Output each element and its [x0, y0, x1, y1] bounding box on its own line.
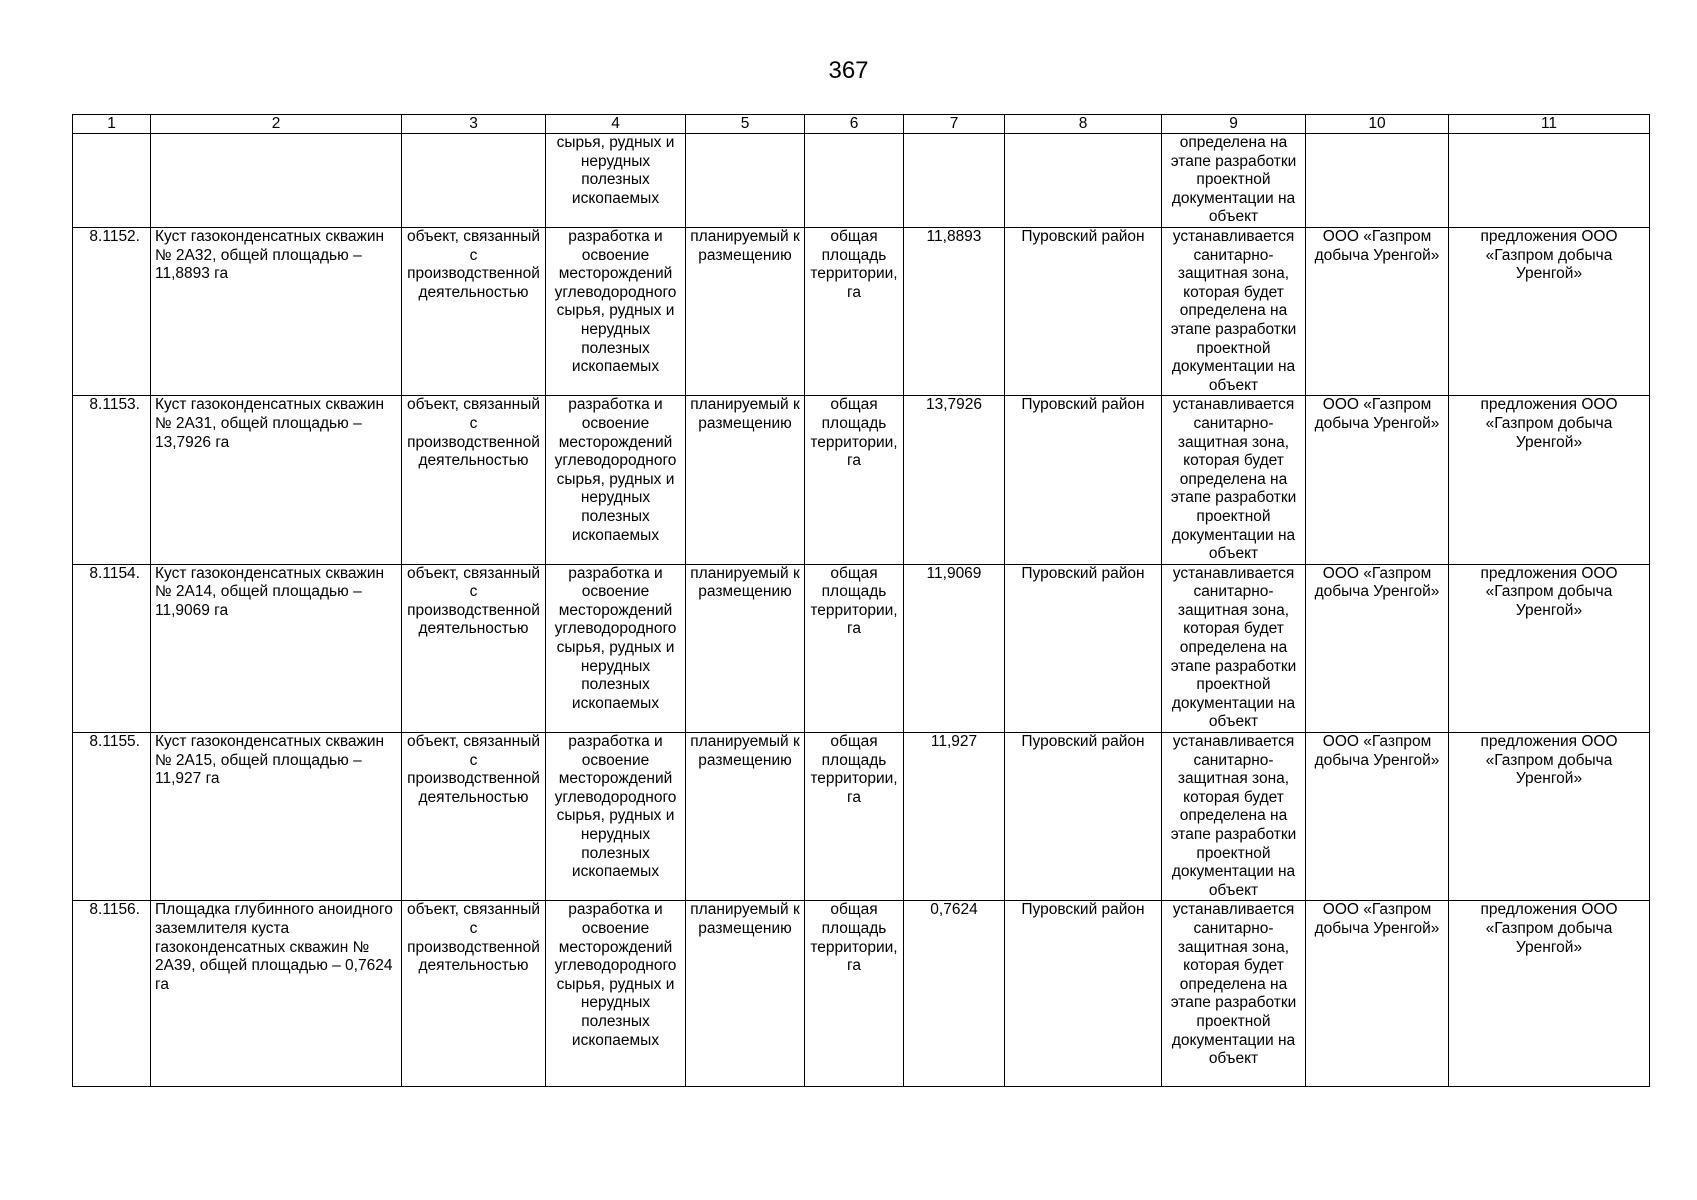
value-cell: 11,8893: [904, 228, 1005, 396]
table-row: [73, 564, 1650, 732]
owner-cell: ООО «Газпром добыча Уренгой»: [1306, 396, 1449, 564]
purpose-cell: сырья, рудных и нерудных полезных ископаемых: [546, 134, 686, 228]
header-cell: 10: [1306, 115, 1449, 134]
empty-cell: [805, 134, 904, 228]
empty-cell: [686, 134, 805, 228]
owner-cell: ООО «Газпром добыча Уренгой»: [1306, 901, 1449, 1087]
object-type-cell: объект, связанный с производственной деятельностью: [402, 396, 546, 564]
page-number: 367: [828, 57, 869, 84]
object-name-cell: Куст газоконденсатных скважин № 2А14, общей площадью – 11,9069 га: [151, 564, 402, 732]
owner-cell: ООО «Газпром добыча Уренгой»: [1306, 733, 1449, 901]
status-cell: планируемый к размещению: [686, 564, 805, 732]
objects-table: [72, 114, 1650, 1087]
empty-cell: [73, 134, 151, 228]
row-number-cell: 8.1155.: [73, 733, 151, 901]
status-cell: планируемый к размещению: [686, 228, 805, 396]
characteristic-cell: общая площадь территории, га: [805, 901, 904, 1087]
purpose-cell: разработка и освоение месторождений углеводородного сырья, рудных и нерудных полезных ископаемых: [546, 228, 686, 396]
header-cell: 4: [546, 115, 686, 134]
object-type-cell: объект, связанный с производственной деятельностью: [402, 901, 546, 1087]
characteristic-cell: общая площадь территории, га: [805, 396, 904, 564]
header-cell: 11: [1449, 115, 1650, 134]
zone-cell: устанавливается санитарно-защитная зона, которая будет определена на этапе разработки проектной документации на объект: [1162, 228, 1306, 396]
continuation-row: [73, 134, 1650, 228]
basis-cell: предложения ООО «Газпром добыча Уренгой»: [1449, 564, 1650, 732]
empty-cell: [402, 134, 546, 228]
owner-cell: ООО «Газпром добыча Уренгой»: [1306, 564, 1449, 732]
owner-cell: ООО «Газпром добыча Уренгой»: [1306, 228, 1449, 396]
purpose-cell: разработка и освоение месторождений углеводородного сырья, рудных и нерудных полезных ископаемых: [546, 396, 686, 564]
row-number-cell: 8.1156.: [73, 901, 151, 1087]
value-cell: 0,7624: [904, 901, 1005, 1087]
object-name-cell: Куст газоконденсатных скважин № 2А15, общей площадью – 11,927 га: [151, 733, 402, 901]
location-cell: Пуровский район: [1005, 396, 1162, 564]
object-name-cell: Куст газоконденсатных скважин № 2А31, общей площадью – 13,7926 га: [151, 396, 402, 564]
empty-cell: [151, 134, 402, 228]
header-cell: 3: [402, 115, 546, 134]
location-cell: Пуровский район: [1005, 901, 1162, 1087]
header-cell: 8: [1005, 115, 1162, 134]
object-name-cell: Куст газоконденсатных скважин № 2А32, общей площадью – 11,8893 га: [151, 228, 402, 396]
header-cell: 7: [904, 115, 1005, 134]
zone-cell: устанавливается санитарно-защитная зона, которая будет определена на этапе разработки проектной документации на объект: [1162, 733, 1306, 901]
object-name-cell: Площадка глубинного аноидного заземлителя куста газоконденсатных скважин № 2А39, общей площадью – 0,7624 га: [151, 901, 402, 1087]
table-row: [73, 396, 1650, 564]
location-cell: Пуровский район: [1005, 564, 1162, 732]
row-number-cell: 8.1152.: [73, 228, 151, 396]
empty-cell: [904, 134, 1005, 228]
purpose-cell: разработка и освоение месторождений углеводородного сырья, рудных и нерудных полезных ископаемых: [546, 733, 686, 901]
zone-cell: устанавливается санитарно-защитная зона, которая будет определена на этапе разработки проектной документации на объект: [1162, 396, 1306, 564]
basis-cell: предложения ООО «Газпром добыча Уренгой»: [1449, 396, 1650, 564]
header-cell: 1: [73, 115, 151, 134]
table-row: [73, 228, 1650, 396]
object-type-cell: объект, связанный с производственной деятельностью: [402, 228, 546, 396]
header-cell: 5: [686, 115, 805, 134]
zone-cell: устанавливается санитарно-защитная зона, которая будет определена на этапе разработки проектной документации на объект: [1162, 564, 1306, 732]
characteristic-cell: общая площадь территории, га: [805, 228, 904, 396]
characteristic-cell: общая площадь территории, га: [805, 733, 904, 901]
purpose-cell: разработка и освоение месторождений углеводородного сырья, рудных и нерудных полезных ископаемых: [546, 564, 686, 732]
object-type-cell: объект, связанный с производственной деятельностью: [402, 733, 546, 901]
table-row: [73, 901, 1650, 1087]
basis-cell: предложения ООО «Газпром добыча Уренгой»: [1449, 901, 1650, 1087]
value-cell: 13,7926: [904, 396, 1005, 564]
row-number-cell: 8.1154.: [73, 564, 151, 732]
location-cell: Пуровский район: [1005, 228, 1162, 396]
basis-cell: предложения ООО «Газпром добыча Уренгой»: [1449, 733, 1650, 901]
location-cell: Пуровский район: [1005, 733, 1162, 901]
empty-cell: [1005, 134, 1162, 228]
row-number-cell: 8.1153.: [73, 396, 151, 564]
empty-cell: [1306, 134, 1449, 228]
basis-cell: предложения ООО «Газпром добыча Уренгой»: [1449, 228, 1650, 396]
table-row: [73, 733, 1650, 901]
header-cell: 6: [805, 115, 904, 134]
header-cell: 9: [1162, 115, 1306, 134]
header-row: [73, 115, 1650, 134]
object-type-cell: объект, связанный с производственной деятельностью: [402, 564, 546, 732]
value-cell: 11,9069: [904, 564, 1005, 732]
status-cell: планируемый к размещению: [686, 396, 805, 564]
status-cell: планируемый к размещению: [686, 901, 805, 1087]
value-cell: 11,927: [904, 733, 1005, 901]
empty-cell: [1449, 134, 1650, 228]
header-cell: 2: [151, 115, 402, 134]
purpose-cell: разработка и освоение месторождений углеводородного сырья, рудных и нерудных полезных ископаемых: [546, 901, 686, 1087]
zone-cell: определена на этапе разработки проектной документации на объект: [1162, 134, 1306, 228]
zone-cell: устанавливается санитарно-защитная зона, которая будет определена на этапе разработки проектной документации на объект: [1162, 901, 1306, 1087]
characteristic-cell: общая площадь территории, га: [805, 564, 904, 732]
status-cell: планируемый к размещению: [686, 733, 805, 901]
